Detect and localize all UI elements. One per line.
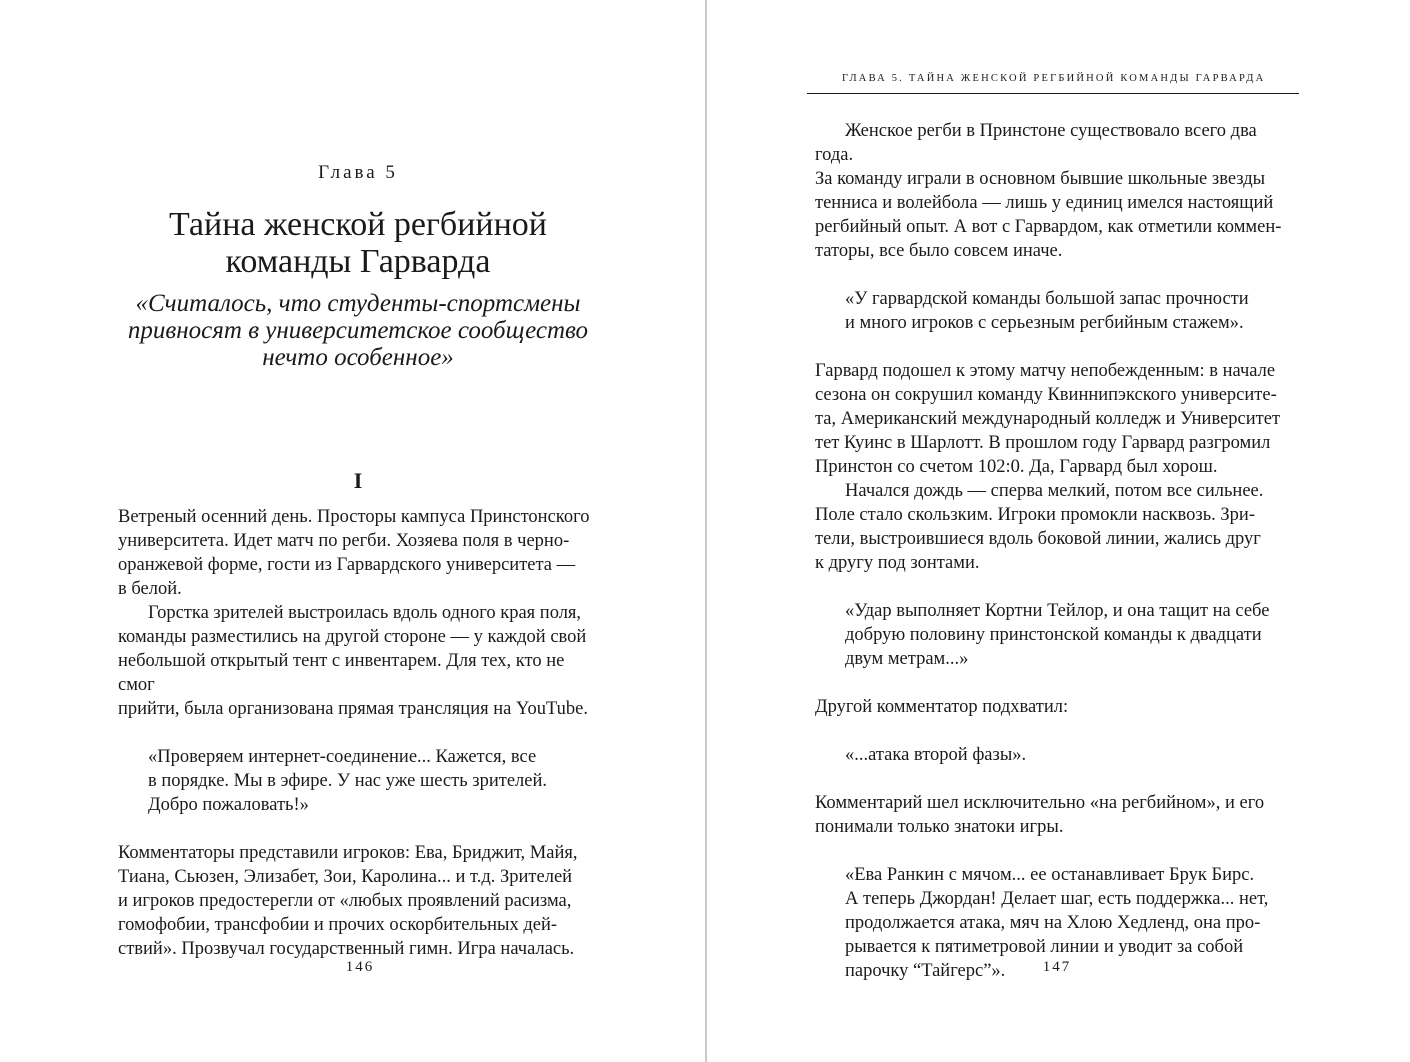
block-quote	[845, 743, 1297, 767]
block-quote	[845, 599, 1297, 671]
text-line: «Проверяем интернет-соединение... Кажется, все	[148, 747, 537, 767]
text-line: тет Куинс в Шарлотт. В прошлом году Гарвард разгромил	[815, 433, 1271, 453]
chapter-title-line: Тайна женской регбийной	[168, 206, 548, 243]
chapter-title	[118, 206, 598, 280]
text-line: тели, выстроившиеся вдоль боковой линии, жались друг	[815, 529, 1261, 549]
page-number-left: 146	[345, 959, 375, 975]
text-line: команды разместились на другой стороне — у каждой свой	[118, 627, 587, 647]
text-line: «Ева Ранкин с мячом... ее останавливает Брук Бирс.	[845, 865, 1255, 885]
text-line: Комментарий шел исключительно «на регбийном», и его	[815, 793, 1265, 813]
text-line: Горстка зрителей выстроилась вдоль одного края поля,	[148, 603, 582, 623]
text-line: сезона он сокрушил команду Квиннипэкского университе-	[815, 385, 1277, 405]
text-line: Другой комментатор подхватил:	[815, 697, 1069, 717]
text-line: Женское регби в Принстоне существовало всего два года.	[815, 121, 1257, 165]
text-line: «У гарвардской команды большой запас прочности	[845, 289, 1249, 309]
paragraph	[118, 601, 600, 721]
chapter-label: Глава 5	[318, 162, 398, 183]
epigraph-line: «Считалось, что студенты-спортсмены	[135, 290, 581, 317]
section-number: I	[353, 468, 363, 493]
text-line: университета. Идет матч по регби. Хозяева поля в черно-	[118, 531, 570, 551]
text-line: двум метрам...»	[845, 649, 969, 669]
text-line: «Удар выполняет Кортни Тейлор, и она тащит на себе	[845, 601, 1270, 621]
epigraph-line: нечто особенное»	[262, 344, 454, 371]
text-line: А теперь Джордан! Делает шаг, есть поддержка... нет,	[845, 889, 1269, 909]
text-line: Принстон со счетом 102:0. Да, Гарвард был хорош.	[815, 457, 1218, 477]
text-line: добрую половину принстонской команды к двадцати	[845, 625, 1262, 645]
text-line: и игроков предостерегли от «любых проявлений расизма,	[118, 891, 572, 911]
text-line: прийти, была организована прямая трансляция на YouTube.	[118, 699, 588, 719]
text-line: Ветреный осенний день. Просторы кампуса Принстонского	[118, 507, 590, 527]
right-body-text	[815, 119, 1297, 1007]
text-line: оранжевой форме, гости из Гарвардского университета —	[118, 555, 576, 575]
paragraph	[815, 359, 1297, 479]
paragraph	[815, 479, 1297, 575]
text-line: Гарвард подошел к этому матчу непобежденным: в начале	[815, 361, 1276, 381]
paragraph	[815, 695, 1297, 719]
text-line: в порядке. Мы в эфире. У нас уже шесть зрителей.	[148, 771, 548, 791]
text-line: к другу под зонтами.	[815, 553, 980, 573]
right-page	[707, 0, 1410, 1062]
paragraph	[118, 841, 600, 961]
text-line: Добро пожаловать!»	[148, 795, 309, 815]
paragraph	[815, 791, 1297, 839]
text-line: ствий». Прозвучал государственный гимн. Игра началась.	[118, 939, 575, 959]
text-line: и много игроков с серьезным регбийным стажем».	[845, 313, 1244, 333]
text-line: рывается к пятиметровой линии и уводит за собой	[845, 937, 1244, 957]
left-body-text	[118, 505, 600, 961]
chapter-title-line: команды Гарварда	[225, 243, 491, 280]
text-line: Поле стало скользким. Игроки промокли насквозь. Зри-	[815, 505, 1255, 525]
text-line: та, Американский международный колледж и Университет	[815, 409, 1281, 429]
page-number-right: 147	[1042, 959, 1072, 975]
text-line: в белой.	[118, 579, 182, 599]
epigraph-line: привносят в университетское сообщество	[127, 317, 589, 344]
text-line: таторы, все было совсем иначе.	[815, 241, 1063, 261]
text-line: Начался дождь — сперва мелкий, потом все сильнее.	[845, 481, 1264, 501]
paragraph	[118, 505, 600, 601]
text-line: небольшой открытый тент с инвентарем. Для тех, кто не смог	[118, 651, 565, 695]
text-line: продолжается атака, мяч на Хлою Хедленд, она про-	[845, 913, 1261, 933]
block-quote	[845, 287, 1297, 335]
text-line: Тиана, Сьюзен, Элизабет, Зои, Каролина... и т.д. Зрителей	[118, 867, 573, 887]
text-line: За команду играли в основном бывшие школьные звезды	[815, 169, 1266, 189]
running-head: ГЛАВА 5. ТАЙНА ЖЕНСКОЙ РЕГБИЙНОЙ КОМАНДЫ ГАРВАРДА	[842, 73, 1266, 84]
running-head-rule	[807, 93, 1299, 94]
text-line: гомофобии, трансфобии и прочих оскорбительных дей-	[118, 915, 558, 935]
text-line: тенниса и волейбола — лишь у единиц имелся настоящий	[815, 193, 1274, 213]
block-quote	[148, 745, 600, 817]
text-line: парочку “Тайгерс”».	[845, 961, 1006, 981]
text-line: регбийный опыт. А вот с Гарвардом, как отметили коммен-	[815, 217, 1282, 237]
chapter-epigraph	[118, 290, 598, 371]
paragraph	[815, 119, 1297, 263]
text-line: понимали только знатоки игры.	[815, 817, 1064, 837]
text-line: Комментаторы представили игроков: Ева, Бриджит, Майя,	[118, 843, 578, 863]
text-line: «...атака второй фазы».	[845, 745, 1027, 765]
